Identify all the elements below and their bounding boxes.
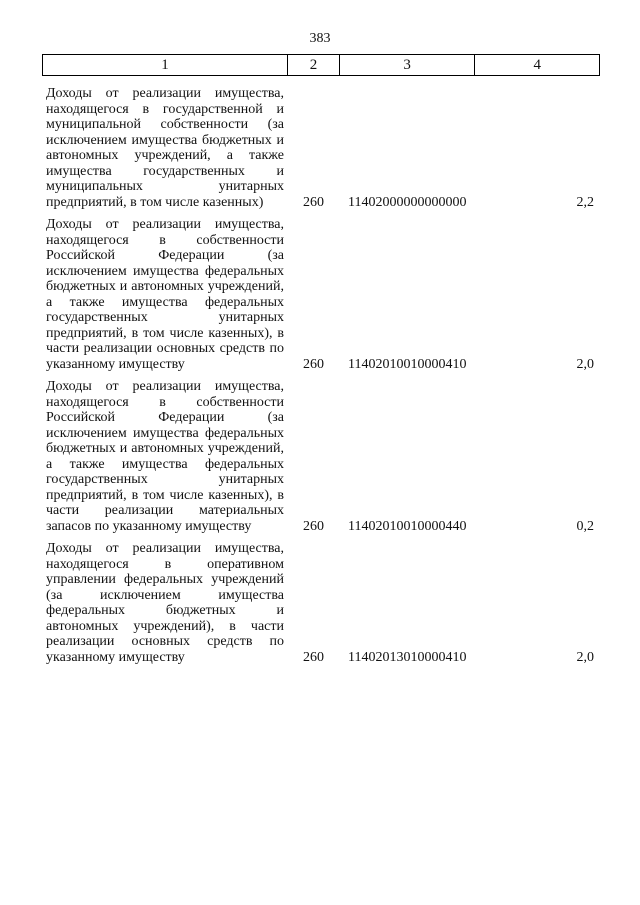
table-row xyxy=(46,86,600,210)
row-description: Доходы от реализации имущества, находящегося в государственной и муниципальной собственности (за исключением имущества бюджетных и автономных учреждений, а также имущества государственных и муниципальных унитарных предприятий, в том числе казенных) xyxy=(46,86,284,210)
row-description: Доходы от реализации имущества, находящегося в собственности Российской Федерации (за исключением имущества федеральных бюджетных и автономных учреждений, а также имущества федеральных государственных унитарных предприятий, в том числе казенных), в части реализации основных средств по указанному имуществу xyxy=(46,217,284,372)
row-description: Доходы от реализации имущества, находящегося в оперативном управлении федеральных учреждений (за исключением имущества федеральных бюджетных и автономных учреждений), в части реализации основных средств по указанному имуществу xyxy=(46,541,284,665)
page-number: 383 xyxy=(309,31,331,46)
row-kbk: 11402010010000410 xyxy=(348,356,467,372)
header-col-3: 3 xyxy=(340,55,476,75)
header-col-4: 4 xyxy=(533,56,541,73)
header-col-2: 2 xyxy=(288,55,340,75)
table-row xyxy=(46,217,600,372)
row-code: 260 xyxy=(303,194,324,210)
row-kbk: 11402010010000440 xyxy=(348,518,467,534)
row-code: 260 xyxy=(303,518,324,534)
row-code: 260 xyxy=(303,356,324,372)
row-description: Доходы от реализации имущества, находящегося в собственности Российской Федерации (за исключением имущества федеральных бюджетных и автономных учреждений, а также имущества федеральных государственных унитарных предприятий, в том числе казенных), в части реализации материальных запасов по указанному имуществу xyxy=(46,379,284,534)
table-header xyxy=(42,54,600,76)
row-amount: 2,0 xyxy=(576,356,594,372)
row-amount: 2,0 xyxy=(576,649,594,665)
row-amount: 0,2 xyxy=(576,518,594,534)
row-kbk: 11402013010000410 xyxy=(348,649,467,665)
row-kbk: 11402000000000000 xyxy=(348,194,467,210)
table-row xyxy=(46,379,600,534)
row-amount: 2,2 xyxy=(576,194,594,210)
table-body xyxy=(46,86,600,672)
header-col-1: 1 xyxy=(43,55,288,75)
table-row xyxy=(46,541,600,665)
row-code: 260 xyxy=(303,649,324,665)
